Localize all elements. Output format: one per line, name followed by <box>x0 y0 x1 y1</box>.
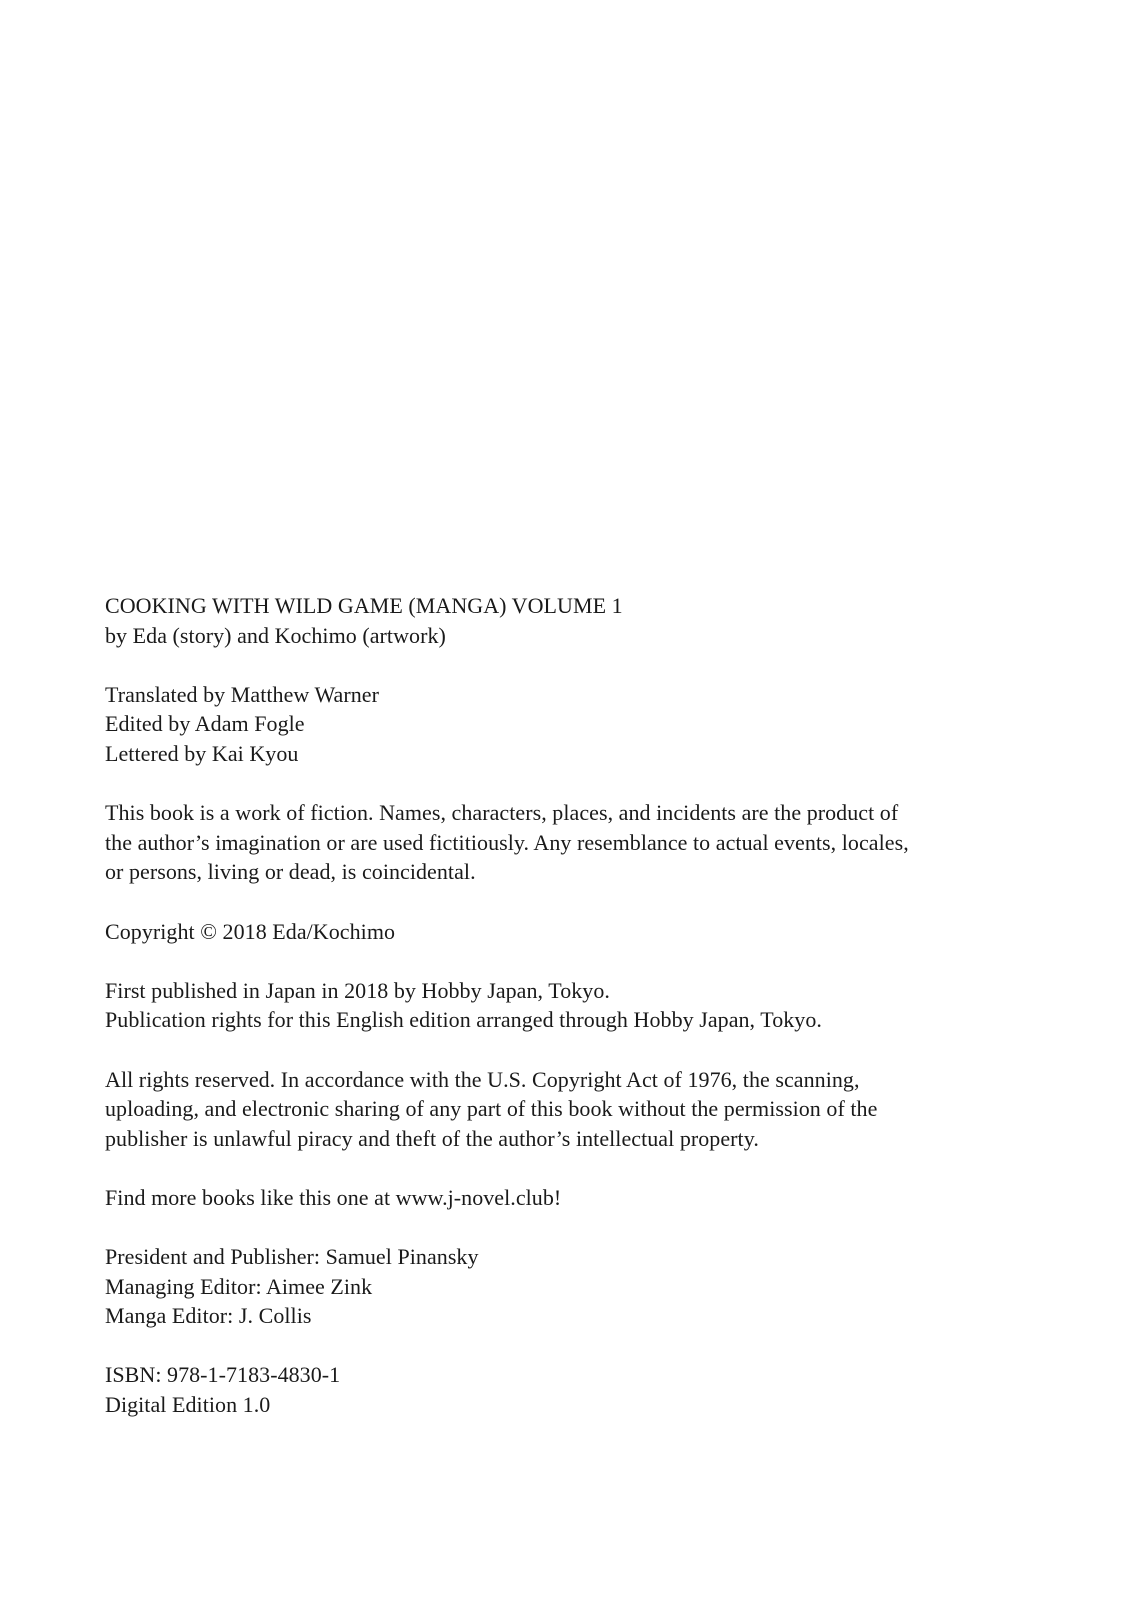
rights-line: publisher is unlawful piracy and theft of the author’s intellectual property. <box>105 1125 759 1151</box>
copyright-block <box>105 591 1045 1420</box>
edition-paragraph <box>105 1360 1045 1419</box>
publication-paragraph <box>105 976 1045 1035</box>
managing-editor-credit: Managing Editor: Aimee Zink <box>105 1273 373 1299</box>
publication-rights: Publication rights for this English edition arranged through Hobby Japan, Tokyo. <box>105 1007 822 1033</box>
manga-editor-credit: Manga Editor: J. Collis <box>105 1303 312 1329</box>
rights-line: uploading, and electronic sharing of any part of this book without the permission of the <box>105 1096 878 1122</box>
first-published: First published in Japan in 2018 by Hobby Japan, Tokyo. <box>105 977 610 1003</box>
rights-reserved-paragraph <box>105 1065 1045 1154</box>
credits-paragraph <box>105 680 1045 769</box>
translator-credit: Translated by Matthew Warner <box>105 681 379 707</box>
disclaimer-paragraph <box>105 798 1045 887</box>
letterer-credit: Lettered by Kai Kyou <box>105 740 299 766</box>
disclaimer-line: the author’s imagination or are used fictitiously. Any resemblance to actual events, locales, <box>105 829 909 855</box>
staff-paragraph <box>105 1242 1045 1331</box>
isbn: ISBN: 978-1-7183-4830-1 <box>105 1362 341 1388</box>
copyright-notice: Copyright © 2018 Eda/Kochimo <box>105 918 396 944</box>
promo-paragraph <box>105 1183 1045 1213</box>
copyright-paragraph <box>105 917 1045 947</box>
disclaimer-line: This book is a work of fiction. Names, characters, places, and incidents are the product of <box>105 800 899 826</box>
byline: by Eda (story) and Kochimo (artwork) <box>105 622 446 648</box>
disclaimer-line: or persons, living or dead, is coincidental. <box>105 859 476 885</box>
promo-text: Find more books like this one at www.j-novel.club! <box>105 1184 562 1210</box>
digital-edition: Digital Edition 1.0 <box>105 1392 271 1418</box>
title-paragraph <box>105 591 1045 650</box>
editor-credit: Edited by Adam Fogle <box>105 711 305 737</box>
book-title: COOKING WITH WILD GAME (MANGA) VOLUME 1 <box>105 593 623 618</box>
president-credit: President and Publisher: Samuel Pinansky <box>105 1244 479 1270</box>
rights-line: All rights reserved. In accordance with the U.S. Copyright Act of 1976, the scanning, <box>105 1066 860 1092</box>
